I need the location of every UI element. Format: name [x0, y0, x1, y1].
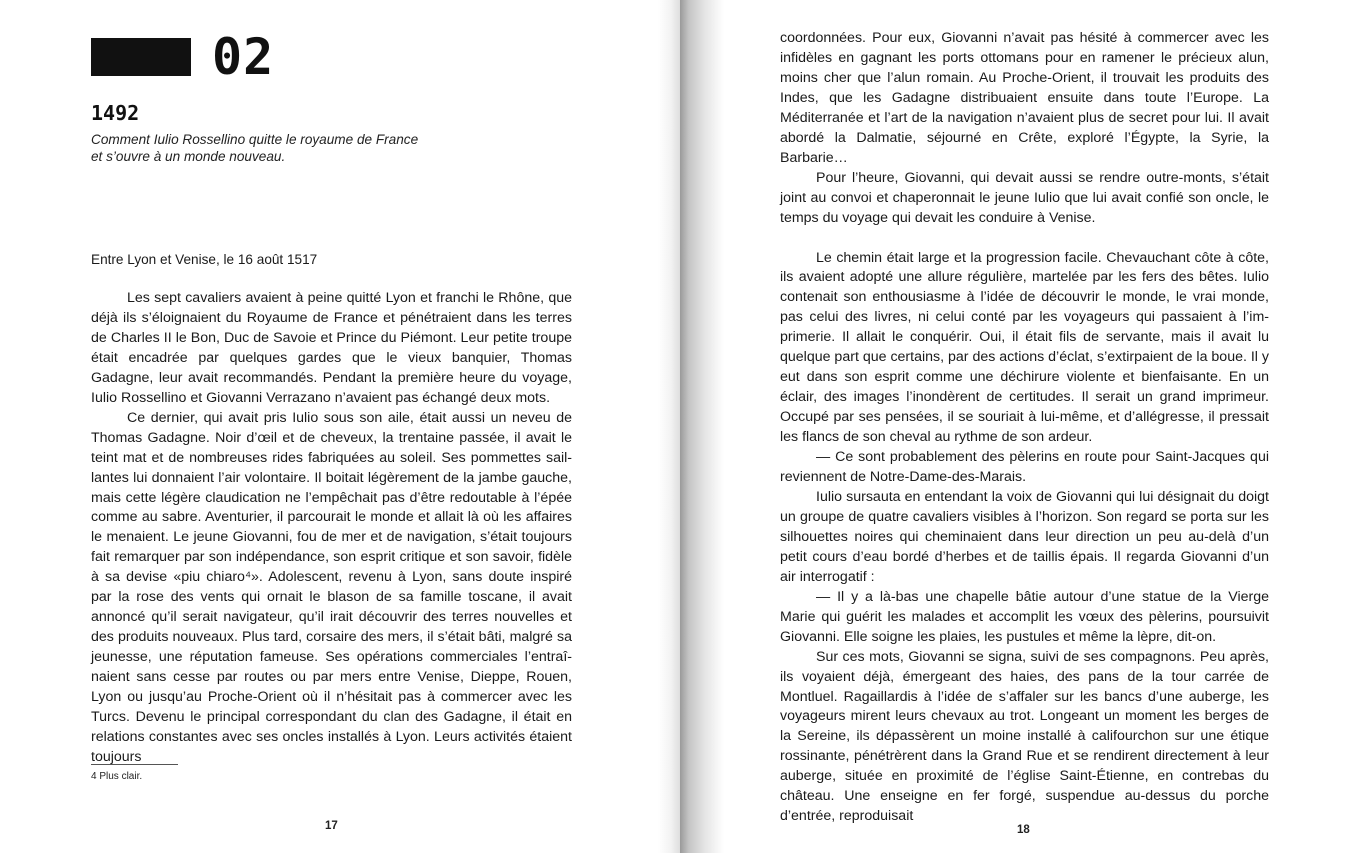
dateline: Entre Lyon et Venise, le 16 août 1517: [91, 252, 318, 267]
gutter-shadow-right: [680, 0, 724, 853]
paragraph: Ce dernier, qui avait pris Iulio sous son aile, était aussi un neveu de Thomas Gadagne. Noir d’œil et de cheveux, la trentaine passée, il avait le teint mat et de nombreuses rides fabriquées au soleil. Ses pommettes saillantes lui donnaient l’air volontaire. Il boitait légèrement de la jambe gauche, mais cette légère claudication ne l’empêchait pas d’être redoutable à l’épée comme au sabre. Aventurier, il parcourait le monde et allait là où les affaires le menaient. Le jeune Giovanni, fou de mer et de navigation, s’était toujours fait remarquer par son indépendance, son esprit critique et son savoir, fidèle à sa devise «piu chiaro⁴». Adolescent, revenu à Lyon, sans doute inspiré par la rose des vents qui ornait le blason de sa famille toscane, il avait annoncé qu’il serait navigateur, qu’il irait découvrir des terres nouvelles et des produits nouveaux. Plus tard, corsaire des mers, il s’était bâti, malgré sa jeunesse, une réputation fameuse. Ses opérations commerciales l’entraînaient sans cesse par routes ou par mers entre Venise, Dieppe, Rouen, Lyon ou jusqu’au Proche-Orient où il n’hésitait pas à commercer avec les Turcs. Devenu le principal correspondant du clan des Gadagne, il était en relations constantes avec ses oncles installés à Lyon. Leurs activités étaient toujours: [91, 409, 572, 765]
paragraph: — Ce sont probablement des pèlerins en route pour Saint-Jacques qui reviennent de Notre-Dame-des-Marais.: [780, 449, 1269, 486]
paragraph: — Il y a là-bas une chapelle bâtie autour d’une statue de la Vierge Marie qui guérit les malades et accomplit les vœux des pèlerins, poursuivit Giovanni. Elle soigne les plaies, les pustules et même la lèpre, dit-on.: [780, 588, 1269, 645]
footnote-rule: [91, 764, 178, 765]
left-body-text: [91, 289, 572, 768]
paragraph: Sur ces mots, Giovanni se signa, suivi de ses compagnons. Peu après, ils voyaient déjà, émergeant des haies, des pans de la tour carrée de Montluel. Ragaillardis à l’idée de s’affaler sur les bancs d’une auberge, les voyageurs mirent leurs chevaux au trot. Longeant un moment les berges de la Sereine, ils dépassèrent un moine installé à califourchon sur une étique rossinante, pénétrèrent dans la Grand Rue et se rendirent directement à leur auberge, située en proximité de l’église Saint-Étienne, en contrebas du château. Une enseigne en fer forgé, suspendue au-dessus du porche d’entrée, reproduisait: [780, 648, 1269, 825]
chapter-subtitle-line-1: Comment Iulio Rossellino quitte le royaume de France: [91, 132, 419, 147]
chapter-subtitle: [91, 131, 491, 165]
page-number-left: 17: [325, 820, 338, 832]
paragraph: Iulio sursauta en entendant la voix de Giovanni qui lui désignait du doigt un groupe de quatre cavaliers visibles à l’horizon. Son regard se porta sur les silhouettes noires qui cheminaient dans leur direction un peu au-delà d’un petit cours d’eau bordé d’herbes et de taillis épais. Il regarda Giovanni d’un air interrogatif :: [780, 488, 1269, 585]
paragraph: Les sept cavaliers avaient à peine quitté Lyon et franchi le Rhône, que déjà ils s’éloignaient du Royaume de France et pénétraient dans les terres de Charles II le Bon, Duc de Savoie et Prince du Piémont. Leur petite troupe était encadrée par quelques gardes que le vieux banquier, Thomas Gadagne, leur avait recommandés. Pendant la première heure du voyage, Iulio Rossellino et Giovanni Verrazano n’avaient pas échangé deux mots.: [91, 290, 572, 406]
page-number-right: 18: [1017, 824, 1030, 836]
gutter-shadow-left: [658, 0, 680, 853]
paragraph: Le chemin était large et la progression facile. Chevauchant côte à côte, ils avaient adopté une allure régulière, martelée par les fers des bêtes. Iulio contenait son enthousiasme à l’idée de découvrir le monde, le vrai monde, pas celui des livres, ni celui conté par les voyageurs qui passaient à l’imprimerie. Il allait le conquérir. Oui, il était fils de servante, mais il avait lu quelque part que certains, par des actions d’éclat, s’extirpaient de la boue. Il y eut dans son esprit comme une déchirure violente et bienfaisante. En un éclair, des images l’inondèrent de certitudes. Il serait un grand imprimeur. Occupé par ses pensées, il se souriait à lui-même, et d’allégresse, il pressait les flancs de son cheval au rythme de son ardeur.: [780, 249, 1269, 446]
footnote: 4 Plus clair.: [91, 771, 143, 782]
right-body-text: [780, 29, 1269, 827]
paragraph: Pour l’heure, Giovanni, qui devait aussi se rendre outre-monts, s’était joint au convoi et chaperonnait le jeune Iulio que lui avait confié son oncle, le temps du voyage qui devait les conduire à Venise.: [780, 169, 1269, 226]
chapter-marker-block: [91, 38, 191, 76]
chapter-subtitle-line-2: et s’ouvre à un monde nouveau.: [91, 149, 286, 164]
chapter-year: 1492: [91, 101, 140, 125]
paragraph: coordonnées. Pour eux, Giovanni n’avait pas hésité à commercer avec les infidèles en gagnant les ports ottomans pour en ramener le précieux alun, moins cher que l’alun romain. Au Proche-Orient, il trouvait les produits des Indes, que les Gadagne distribuaient ensuite dans toute l’Europe. La Méditerranée et l’art de la navigation n’avaient plus de secret pour lui. Il avait abordé la Dalmatie, séjourné en Crête, exploré l’Égypte, la Syrie, la Barbarie…: [780, 30, 1269, 166]
chapter-number: 02: [212, 28, 275, 86]
